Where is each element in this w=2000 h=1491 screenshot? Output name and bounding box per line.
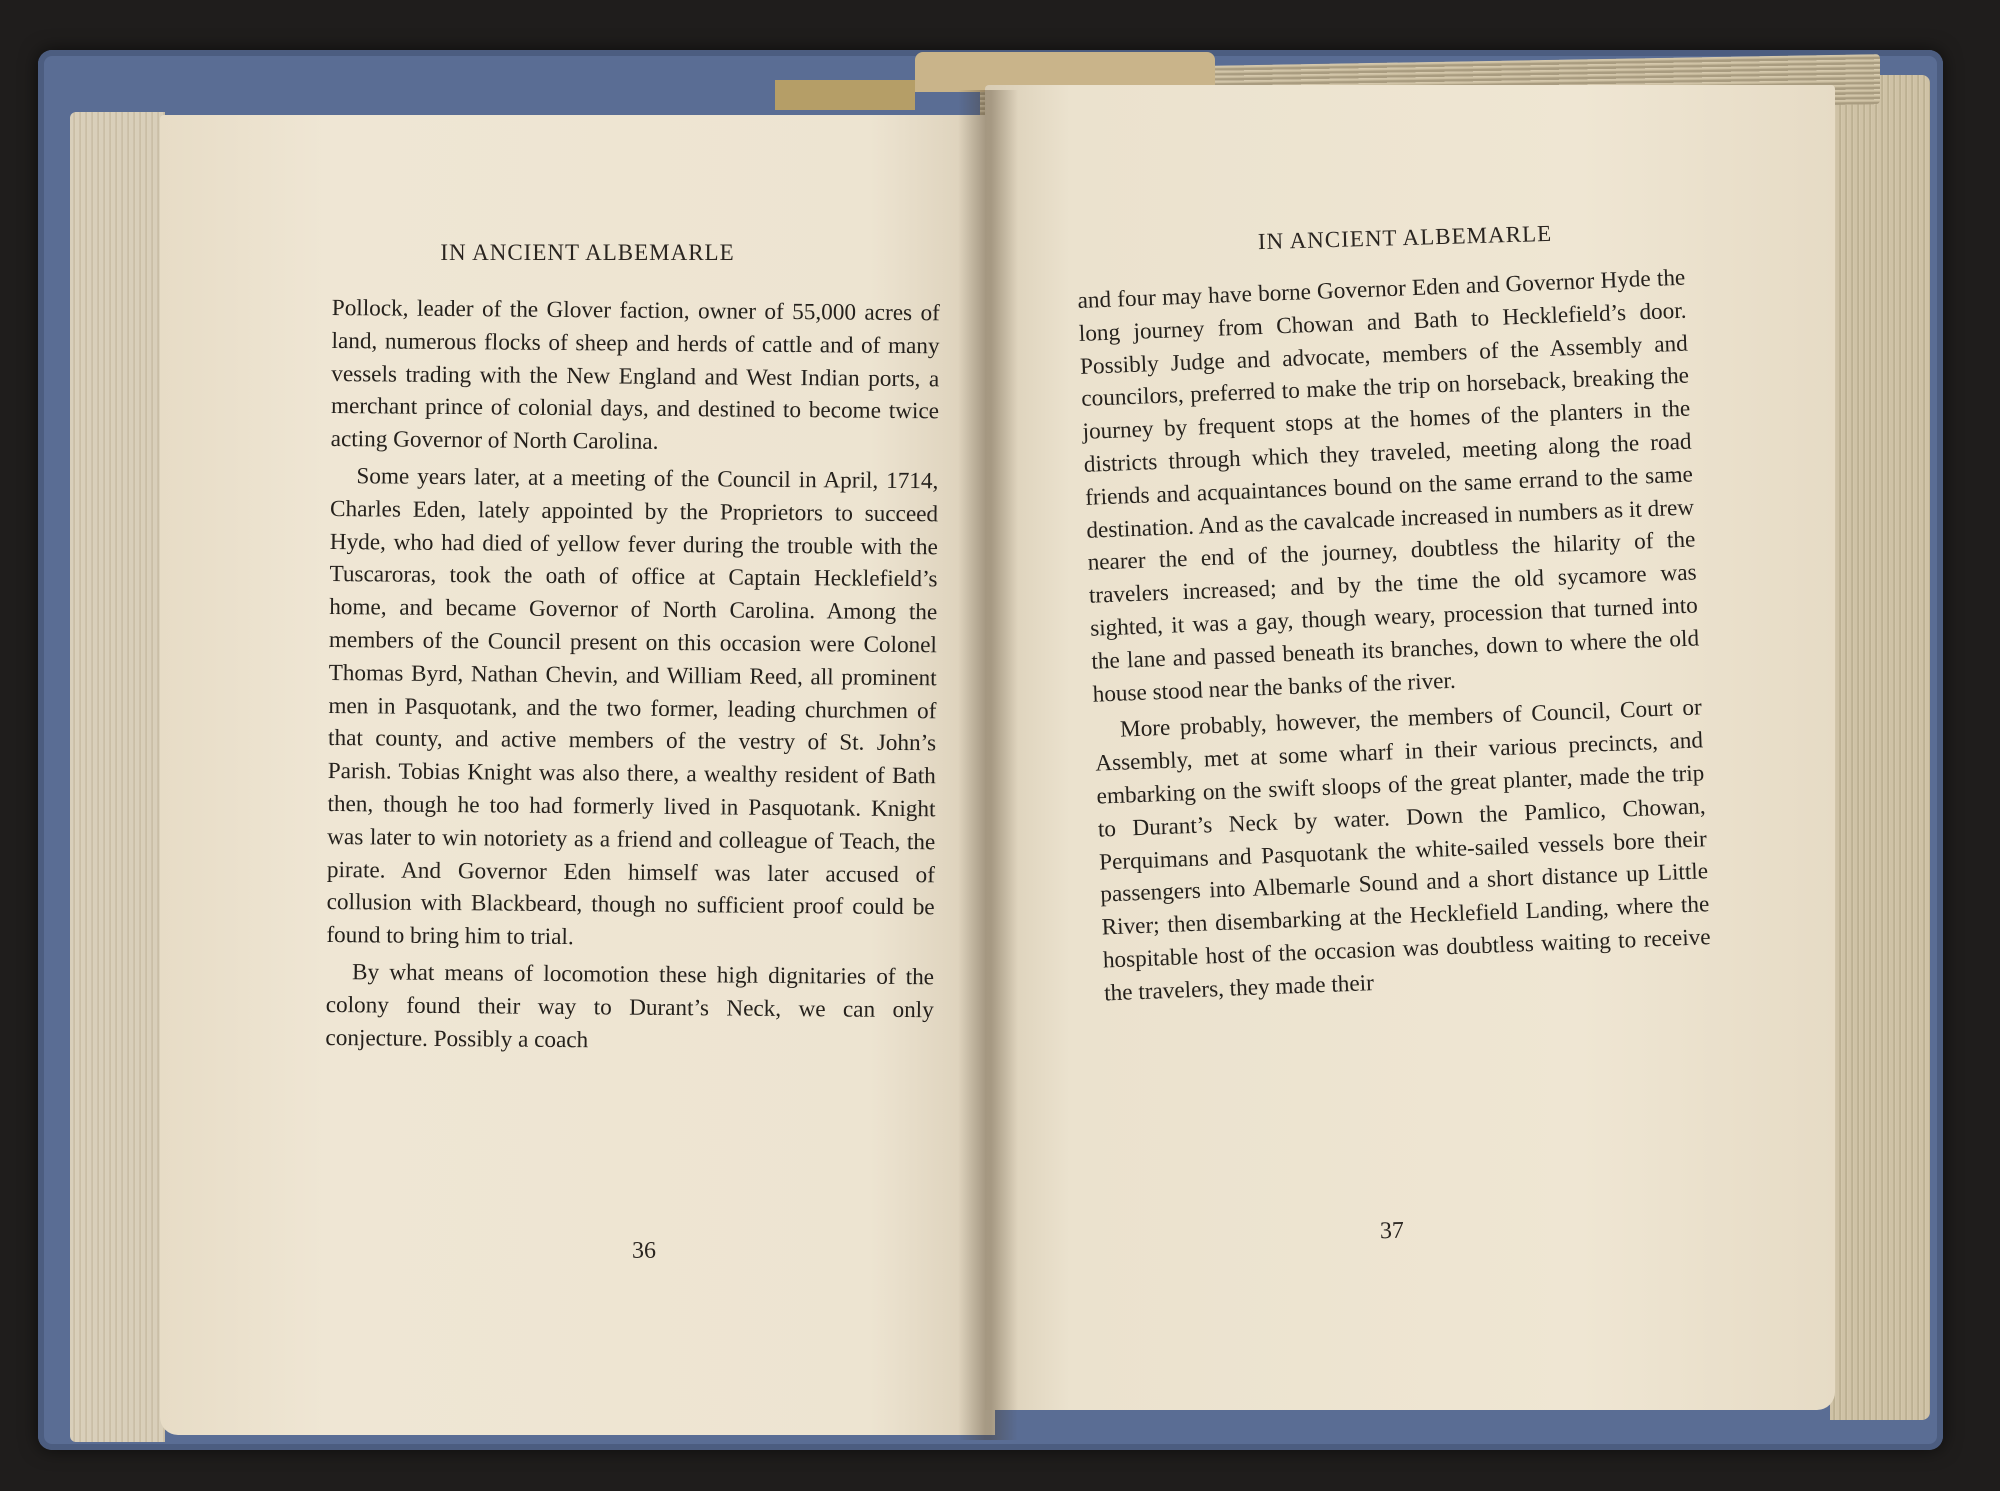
spine-headband <box>775 80 915 110</box>
right-page-edges <box>1830 75 1930 1420</box>
left-page-edges <box>70 112 165 1442</box>
gutter-shadow <box>958 90 1018 1440</box>
right-page <box>985 85 1835 1410</box>
left-paragraph-1: Pollock, leader of the Glover faction, owner of 55,000 acres of land, numerous flocks of sheep and herds of cattle and of many vessels trading with the New England and West Indian ports, a merchant prince of colonial days, and destined to become twice acting Governor of North Carolina. <box>330 294 940 456</box>
left-page-number: 36 <box>632 1238 656 1264</box>
left-paragraph-3: By what means of locomotion these high dignitaries of the colony found their way to Durant’s Neck, we can only conjecture. Possibly a coach <box>325 959 935 1053</box>
right-page-body <box>1077 262 1713 1014</box>
right-page-number: 37 <box>1379 1217 1405 1245</box>
left-running-head: IN ANCIENT ALBEMARLE <box>440 240 735 265</box>
left-paragraph-2: Some years later, at a meeting of the Council in April, 1714, Charles Eden, lately appointed by the Proprietors to succeed Hyde, who had died of yellow fever during the trouble with the Tuscaroras, took the oath of office at Captain Hecklefield’s home, and became Governor of North Carolina. Among the members of the Council present on this occasion were Colonel Thomas Byrd, Nathan Chevin, and William Reed, all prominent men in Pasquotank, and the two former, leading churchmen of that county, and active members of the vestry of St. John’s Parish. Tobias Knight was also there, a wealthy resident of Bath then, though he too had formerly lived in Pasquotank. Knight was later to win notoriety as a friend and colleague of Teach, the pirate. And Governor Eden himself was later accused of collusion with Blackbeard, though no sufficient proof could be found to bring him to trial. <box>326 463 939 951</box>
left-page <box>160 115 995 1435</box>
right-paragraph-2: More probably, however, the members of Council, Court or Assembly, met at some wharf in their various precincts, and embarking on the swift sloops of the great planter, made the trip to Durant’s Neck by water. Down the Pamlico, Chowan, Perquimans and Pasquotank the white-sailed vessels bore their passengers into Albemarle Sound and a short distance up Little River; then disembarking at the Hecklefield Landing, where the hospitable host of the occasion was doubtless waiting to receive the travelers, they made their <box>1094 694 1711 1007</box>
left-page-body <box>325 292 940 1064</box>
right-running-head: IN ANCIENT ALBEMARLE <box>1257 220 1553 255</box>
right-paragraph-1: and four may have borne Governor Eden and Governor Hyde the long journey from Chowan and Bath to Hecklefield’s door. Possibly Judge and advocate, members of the Assembly and councilors, preferred to make the trip on horseback, breaking the journey by frequent stops at the homes of the planters in the districts through which they traveled, meeting along the road friends and acquaintances bound on the same errand to the same destination. And as the cavalcade increased in numbers as it drew nearer the end of the journey, doubtless the hilarity of the travelers increased; and by the time the old sycamore was sighted, it was a gay, though weary, procession that turned into the lane and passed beneath its branches, down to where the old house stood near the banks of the river. <box>1077 264 1700 708</box>
